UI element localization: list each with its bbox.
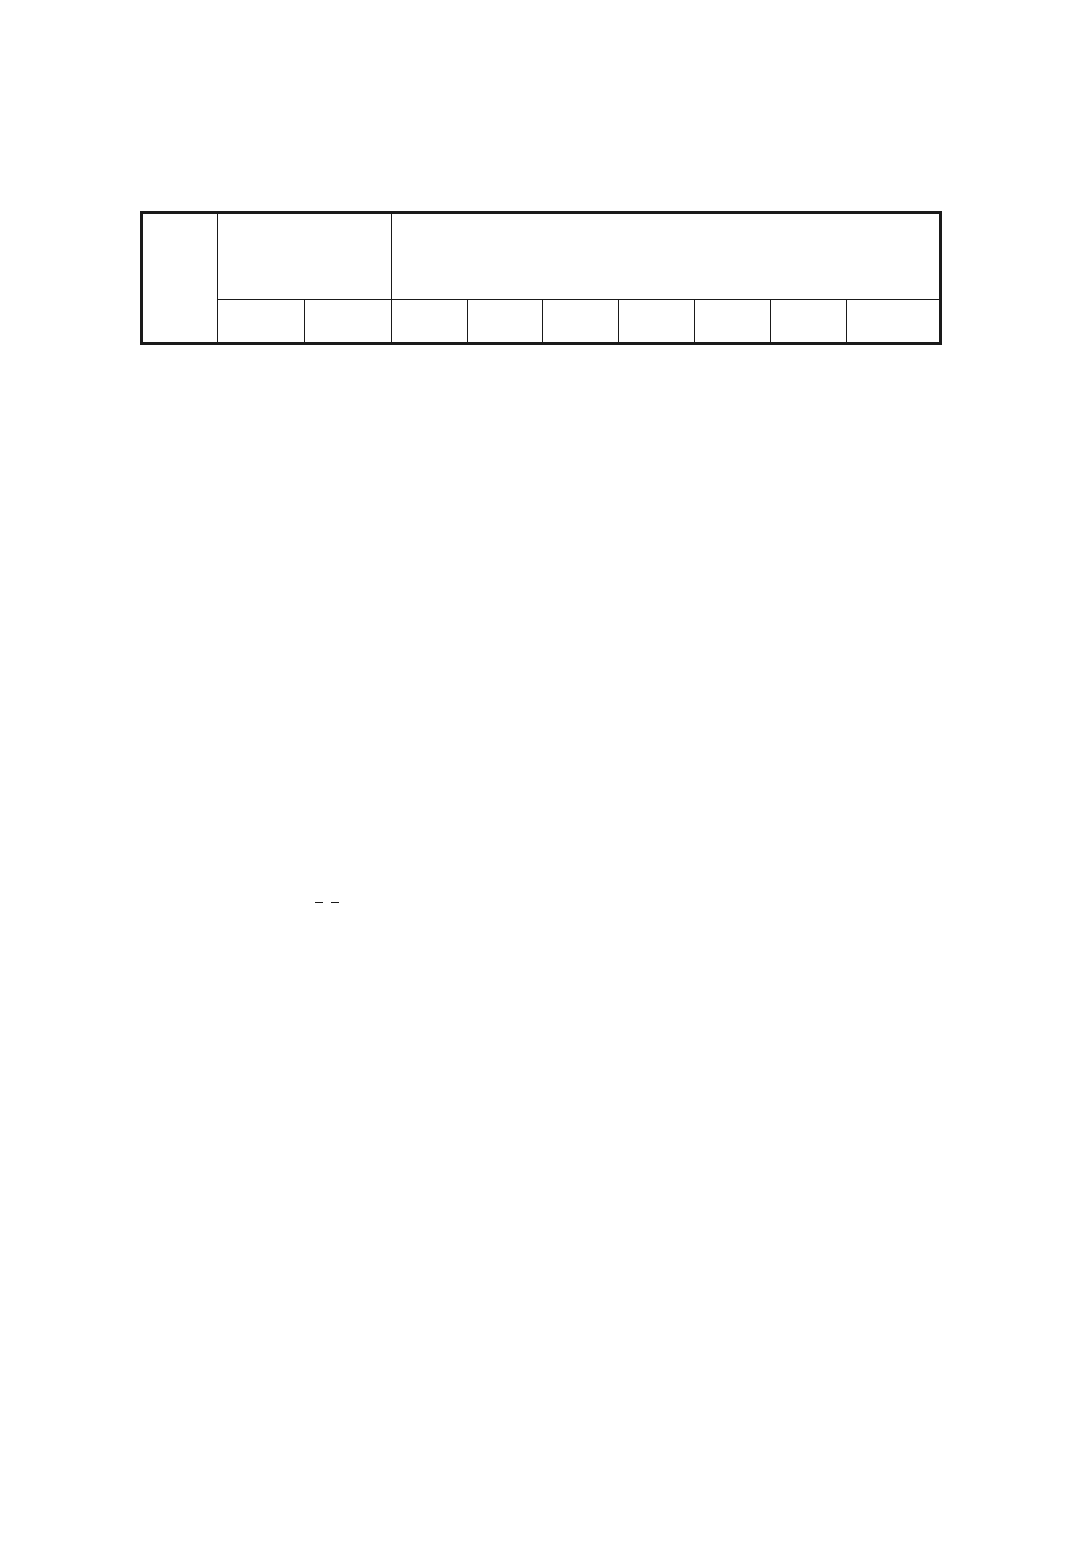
header-normal-temp	[218, 213, 392, 300]
header-temp	[619, 300, 695, 344]
header-grade	[142, 213, 218, 344]
header-strength	[218, 300, 305, 344]
formula-b02	[315, 886, 955, 958]
header-temp	[392, 300, 468, 344]
header-temp	[847, 300, 941, 344]
header-temp	[543, 300, 619, 344]
header-allowable-stress	[392, 213, 941, 300]
header-yield	[305, 300, 392, 344]
formula-fraction-1	[315, 902, 323, 903]
formula-fraction-2	[331, 902, 339, 903]
header-temp	[468, 300, 543, 344]
header-temp	[771, 300, 847, 344]
allowable-stress-table	[140, 211, 942, 345]
header-temp	[695, 300, 771, 344]
clause-paragraph	[142, 796, 942, 840]
